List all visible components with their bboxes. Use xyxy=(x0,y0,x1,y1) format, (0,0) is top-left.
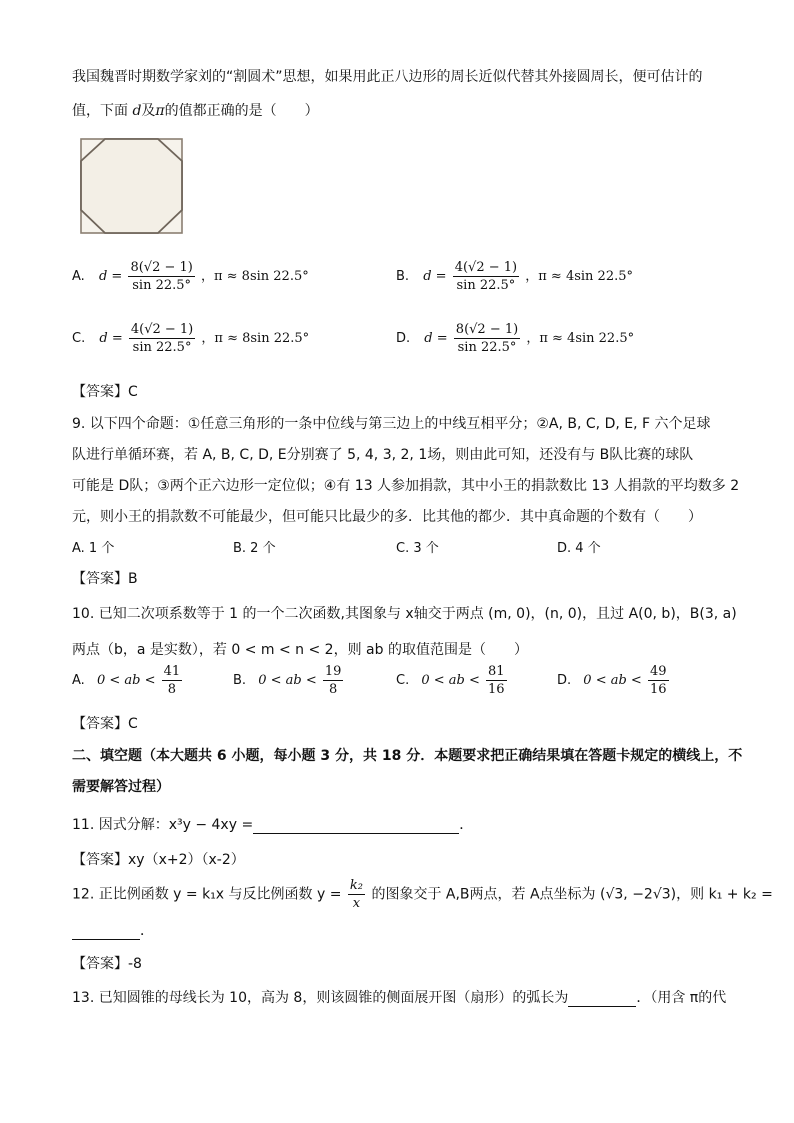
q12-answer: 【答案】-8 xyxy=(72,956,142,972)
q8-option-a: A. d = $\frac{8(√2 - 1)}{\sin 22.5^\circ}$ ，π ≈ 8sin 22.5° xyxy=(72,260,309,293)
q10-option-b: B. 0 < ab < $\frac{19}{8}$ xyxy=(233,664,342,697)
q8-stem-line1: 我国魏晋时期数学家刘的“割圆术”思想，如果用此正八边形的周长近似代替其外接圆周长，便可估计的 xyxy=(72,69,703,85)
q9-stem-line4: 元，则小王的捐款数不可能最少，但可能只比最少的多．比其他的都少．其中真命题的个数有（ ） xyxy=(72,509,702,525)
q10-answer: 【答案】C xyxy=(72,716,138,732)
q9-stem-line1: 9. 以下四个命题：①任意三角形的一条中位线与第三边上的中线互相平分；②A, B, C, D, E, F 六个足球 xyxy=(72,416,711,432)
q9-option-d: D. 4 个 xyxy=(557,541,601,556)
q8-answer: 【答案】C xyxy=(72,384,138,400)
q10-option-a: A. 0 < ab < $\frac{41}{8}$ xyxy=(72,664,181,697)
q10-stem-line2: 两点（b，a 是实数），若 0 < m < n < 2，则 ab 的取值范围是（ ） xyxy=(72,642,528,658)
q11-answer-blank xyxy=(253,819,459,834)
q12-blank-line: ． xyxy=(72,920,154,940)
q8-option-c: C. d = $\frac{4(√2 - 1)}{\sin 22.5^\circ}$ ，π ≈ 8sin 22.5° xyxy=(72,322,310,355)
q9-option-c: C. 3 个 xyxy=(396,541,439,556)
q12-stem: 12. 正比例函数 y = k₁x 与反比例函数 y = $\frac{\text{k₂}}{x}$ 的图象交于 A,B两点，若 A点坐标为 (√3, −2√3)，则 k₁ + k₂ = xyxy=(72,878,773,911)
q8-option-d: D. d = $\frac{8(√2 - 1)}{\sin 22.5^\circ}$ ，π ≈ 4sin 22.5° xyxy=(396,322,635,355)
octagon-in-square-figure xyxy=(80,138,183,234)
q10-option-d: D. 0 < ab < $\frac{49}{16}$ xyxy=(557,664,667,697)
q8-stem-line2: 值，下面 d及π的值都正确的是（ ） xyxy=(72,103,319,119)
q10-option-c: C. 0 < ab < $\frac{81}{16}$ xyxy=(396,664,505,697)
q12-answer-blank xyxy=(72,925,140,940)
q9-stem-line3: 可能是 D队；③两个正六边形一定位似；④有 13 人参加捐款，其中小王的捐款数比 13 人捐款的平均数多 2 xyxy=(72,478,740,494)
q9-stem-line2: 队进行单循环赛，若 A, B, C, D, E分别赛了 5, 4, 3, 2, 1场，则由此可知，还没有与 B队比赛的球队 xyxy=(72,447,694,463)
q11-stem: 11. 因式分解：x³y − 4xy = ． xyxy=(72,817,474,833)
section2-heading-line2: 需要解答过程） xyxy=(72,779,170,795)
q13-stem: 13. 已知圆锥的母线长为 10，高为 8，则该圆锥的侧面展开图（扇形）的弧长为 ．（用含 π的代 xyxy=(72,990,727,1006)
q8-option-b: B. d = $\frac{4(√2 - 1)}{\sin 22.5^\circ}$ ，π ≈ 4sin 22.5° xyxy=(396,260,634,293)
q13-answer-blank xyxy=(568,992,636,1007)
q10-stem-line1: 10. 已知二次项系数等于 1 的一个二次函数,其图象与 x轴交于两点 (m, 0)，(n, 0)，且过 A(0, b)，B(3, a) xyxy=(72,606,737,622)
q9-option-a: A. 1 个 xyxy=(72,541,115,556)
q9-answer: 【答案】B xyxy=(72,571,138,587)
q11-answer: 【答案】xy（x+2）（x-2） xyxy=(72,852,245,868)
section2-heading-line1: 二、填空题（本大题共 6 小题，每小题 3 分，共 18 分．本题要求把正确结果填在答题卡规定的横线上，不 xyxy=(72,748,743,764)
q9-option-b: B. 2 个 xyxy=(233,541,276,556)
